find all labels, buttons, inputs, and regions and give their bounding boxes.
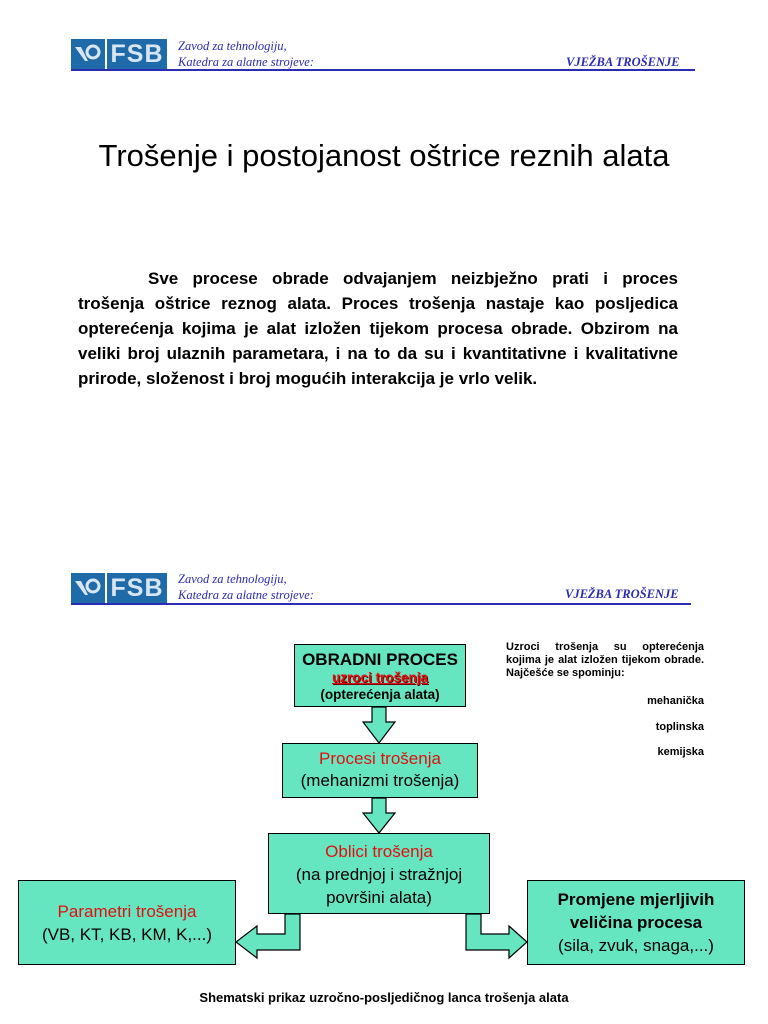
arrow-down-icon: [363, 707, 395, 743]
header-right-title: VJEŽBA TROŠENJE: [566, 55, 680, 69]
box-obradni-proces: [294, 644, 466, 707]
box-procesi-trosenja: [282, 743, 478, 798]
box-parametri-trosenja: [18, 880, 236, 965]
box1-subtitle: uzroci trošenja: [331, 670, 429, 685]
note-item-mehanicka: mehanička: [647, 695, 704, 707]
logo-text: FSB: [107, 39, 167, 69]
box5-title1: Promjene mjerljivih: [557, 890, 715, 909]
box3-title: Oblici trošenja: [325, 842, 433, 861]
box-promjene-velicina: [527, 880, 745, 965]
causes-note: Uzroci trošenja su opterećenja kojima je alat izložen tijekom obrade. Najčešće se spominju:: [506, 641, 704, 679]
box-oblici-trosenja: [268, 833, 490, 914]
header-line1: Zavod za tehnologiju,: [178, 39, 287, 53]
note-item-kemijska: kemijska: [657, 746, 704, 758]
box4-detail: (VB, KT, KB, KM, K,...): [41, 925, 213, 944]
logo-text: FSB: [107, 573, 167, 603]
arrow-down-icon: [363, 798, 395, 833]
note-item-toplinska: toplinska: [655, 721, 704, 733]
page-title: Trošenje i postojanost oštrice reznih alata: [98, 138, 670, 173]
arrow-right-icon: [466, 914, 527, 958]
header-line1: Zavod za tehnologiju,: [178, 572, 287, 586]
header-line2: Katedra za alatne strojeve:: [178, 588, 314, 602]
box2-title: Procesi trošenja: [319, 749, 441, 768]
intro-paragraph: Sve procese obrade odvajanjem neizbježno prati i proces trošenja oštrice reznog alata. Proces trošenja nastaje kao posljedica opterećenja kojima je alat izložen tijekom procesa obrade. Obzirom na veliki broj ulaznih parametara, i na to da su i kvantitativne i kvalitativne prirode, složenost i broj mogućih interakcija je vrlo velik.: [78, 269, 678, 388]
arrow-left-icon: [236, 914, 300, 958]
box3-detail2: površini alata): [326, 888, 432, 907]
box2-detail: (mehanizmi trošenja): [300, 771, 460, 790]
box4-title: Parametri trošenja: [57, 902, 197, 921]
box3-detail1: (na prednjoj i stražnjoj: [295, 865, 463, 884]
header-line2: Katedra za alatne strojeve:: [178, 55, 314, 69]
box5-detail: (sila, zvuk, snaga,...): [558, 936, 714, 955]
box5-title2: veličina procesa: [569, 913, 703, 932]
header-right-title: VJEŽBA TROŠENJE: [565, 587, 679, 601]
box1-detail: (opterećenja alata): [320, 687, 440, 702]
box1-title: OBRADNI PROCES: [302, 650, 458, 669]
diagram-caption: Shematski prikaz uzročno-posljedičnog lanca trošenja alata: [199, 990, 569, 1005]
